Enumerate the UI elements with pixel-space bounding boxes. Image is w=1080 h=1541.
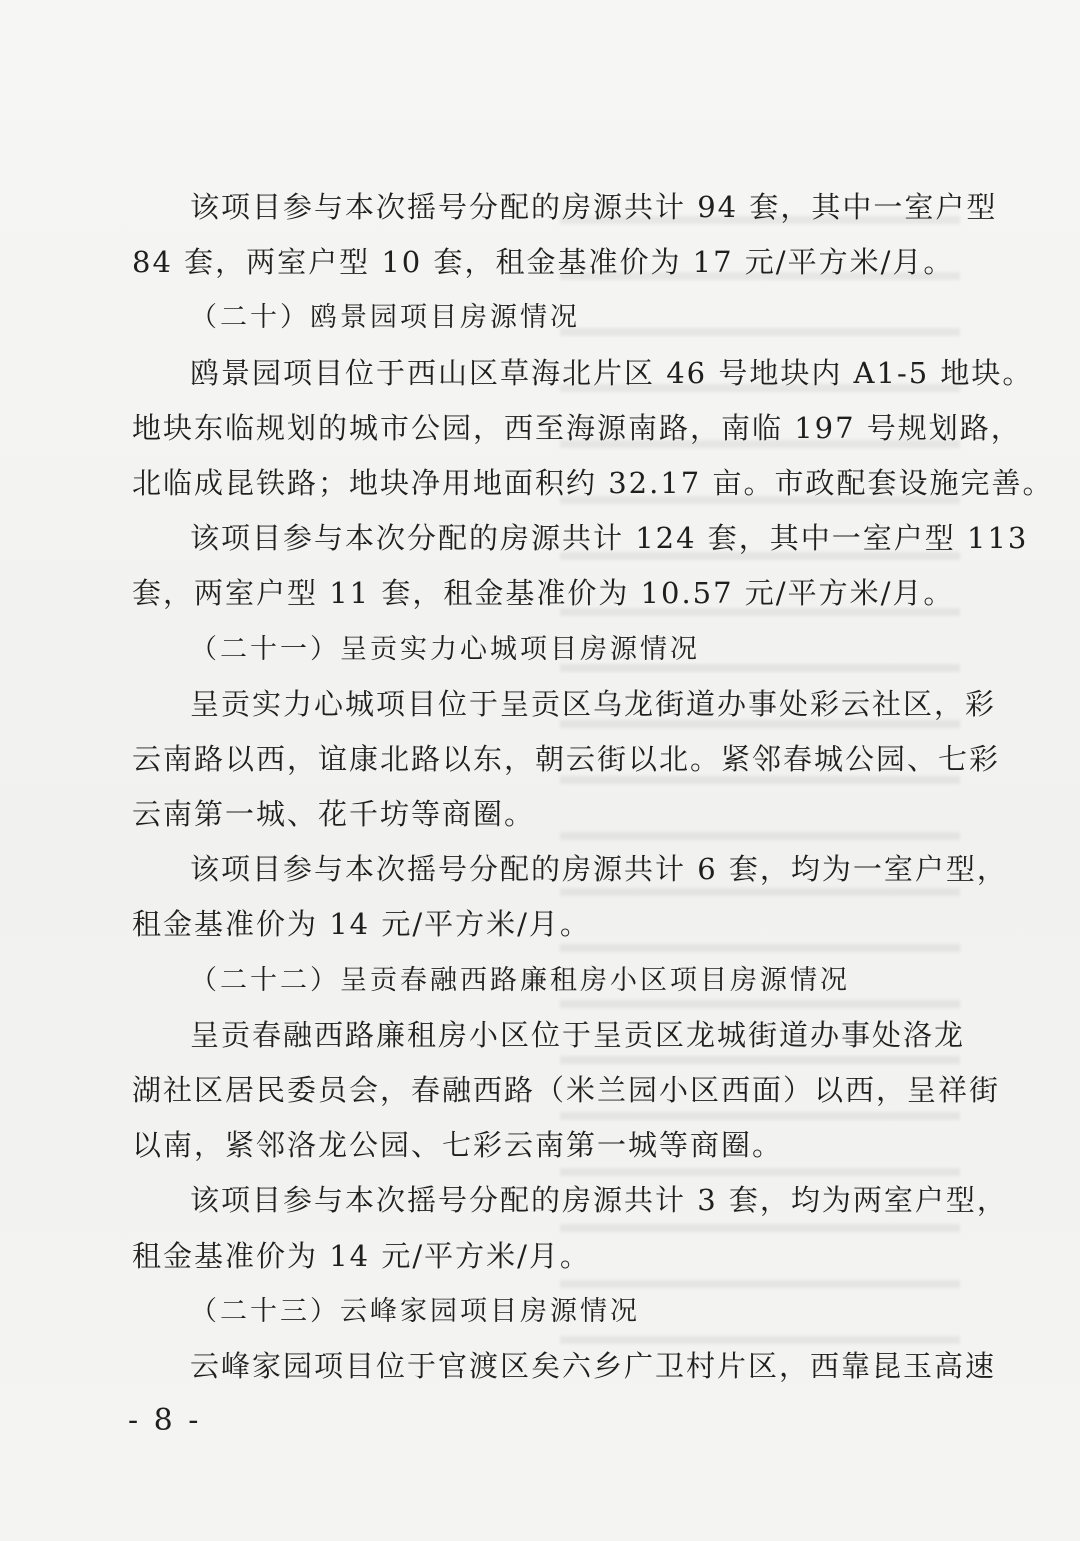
paragraph-line: 租金基准价为 14 元/平方米/月。 [132,1238,591,1273]
section-heading: （二十）鸥景园项目房源情况 [190,302,580,334]
paragraph-line: 套，两室户型 11 套，租金基准价为 10.57 元/平方米/月。 [132,576,955,611]
paragraph-line: 以南，紧邻洛龙公园、七彩云南第一城等商圈。 [132,1128,784,1163]
paragraph-line: 租金基准价为 14 元/平方米/月。 [132,907,591,942]
paragraph-line: 北临成昆铁路；地块净用地面积约 32.17 亩。市政配套设施完善。 [132,465,1054,500]
paragraph-line: 云南第一城、花千坊等商圈。 [132,797,536,832]
paragraph-line: 地块东临规划的城市公园，西至海源南路，南临 197 号规划路， [132,410,1022,445]
paragraph-line: 84 套，两室户型 10 套，租金基准价为 17 元/平方米/月。 [132,245,955,280]
paragraph-line: 云南路以西，谊康北路以东，朝云街以北。紧邻春城公园、七彩 [132,741,1001,776]
paragraph-line: 该项目参与本次摇号分配的房源共计 94 套，其中一室户型 [190,190,998,224]
paragraph-line: 该项目参与本次摇号分配的房源共计 6 套，均为一室户型， [190,852,1008,887]
paragraph-line: 鸥景园项目位于西山区草海北片区 46 号地块内 A1-5 地块。 [190,355,1034,390]
paragraph-line: 湖社区居民委员会，春融西路（米兰园小区西面）以西，呈祥街 [132,1073,1001,1107]
section-heading: （二十三）云峰家园项目房源情况 [190,1295,640,1327]
paragraph-line: 该项目参与本次摇号分配的房源共计 3 套，均为两室户型， [190,1183,1008,1218]
document-body [132,180,1054,1394]
page-number: - 8 - [128,1403,202,1438]
paragraph-line: 云峰家园项目位于官渡区矣六乡广卫村片区，西靠昆玉高速 [190,1348,997,1383]
paragraph-line: 该项目参与本次分配的房源共计 124 套，其中一室户型 113 [190,521,1029,556]
section-heading: （二十一）呈贡实力心城项目房源情况 [190,633,700,665]
section-heading: （二十二）呈贡春融西路廉租房小区项目房源情况 [190,964,850,996]
paragraph-line: 呈贡春融西路廉租房小区位于呈贡区龙城街道办事处洛龙 [190,1017,966,1052]
paragraph-line: 呈贡实力心城项目位于呈贡区乌龙街道办事处彩云社区，彩 [190,686,997,721]
